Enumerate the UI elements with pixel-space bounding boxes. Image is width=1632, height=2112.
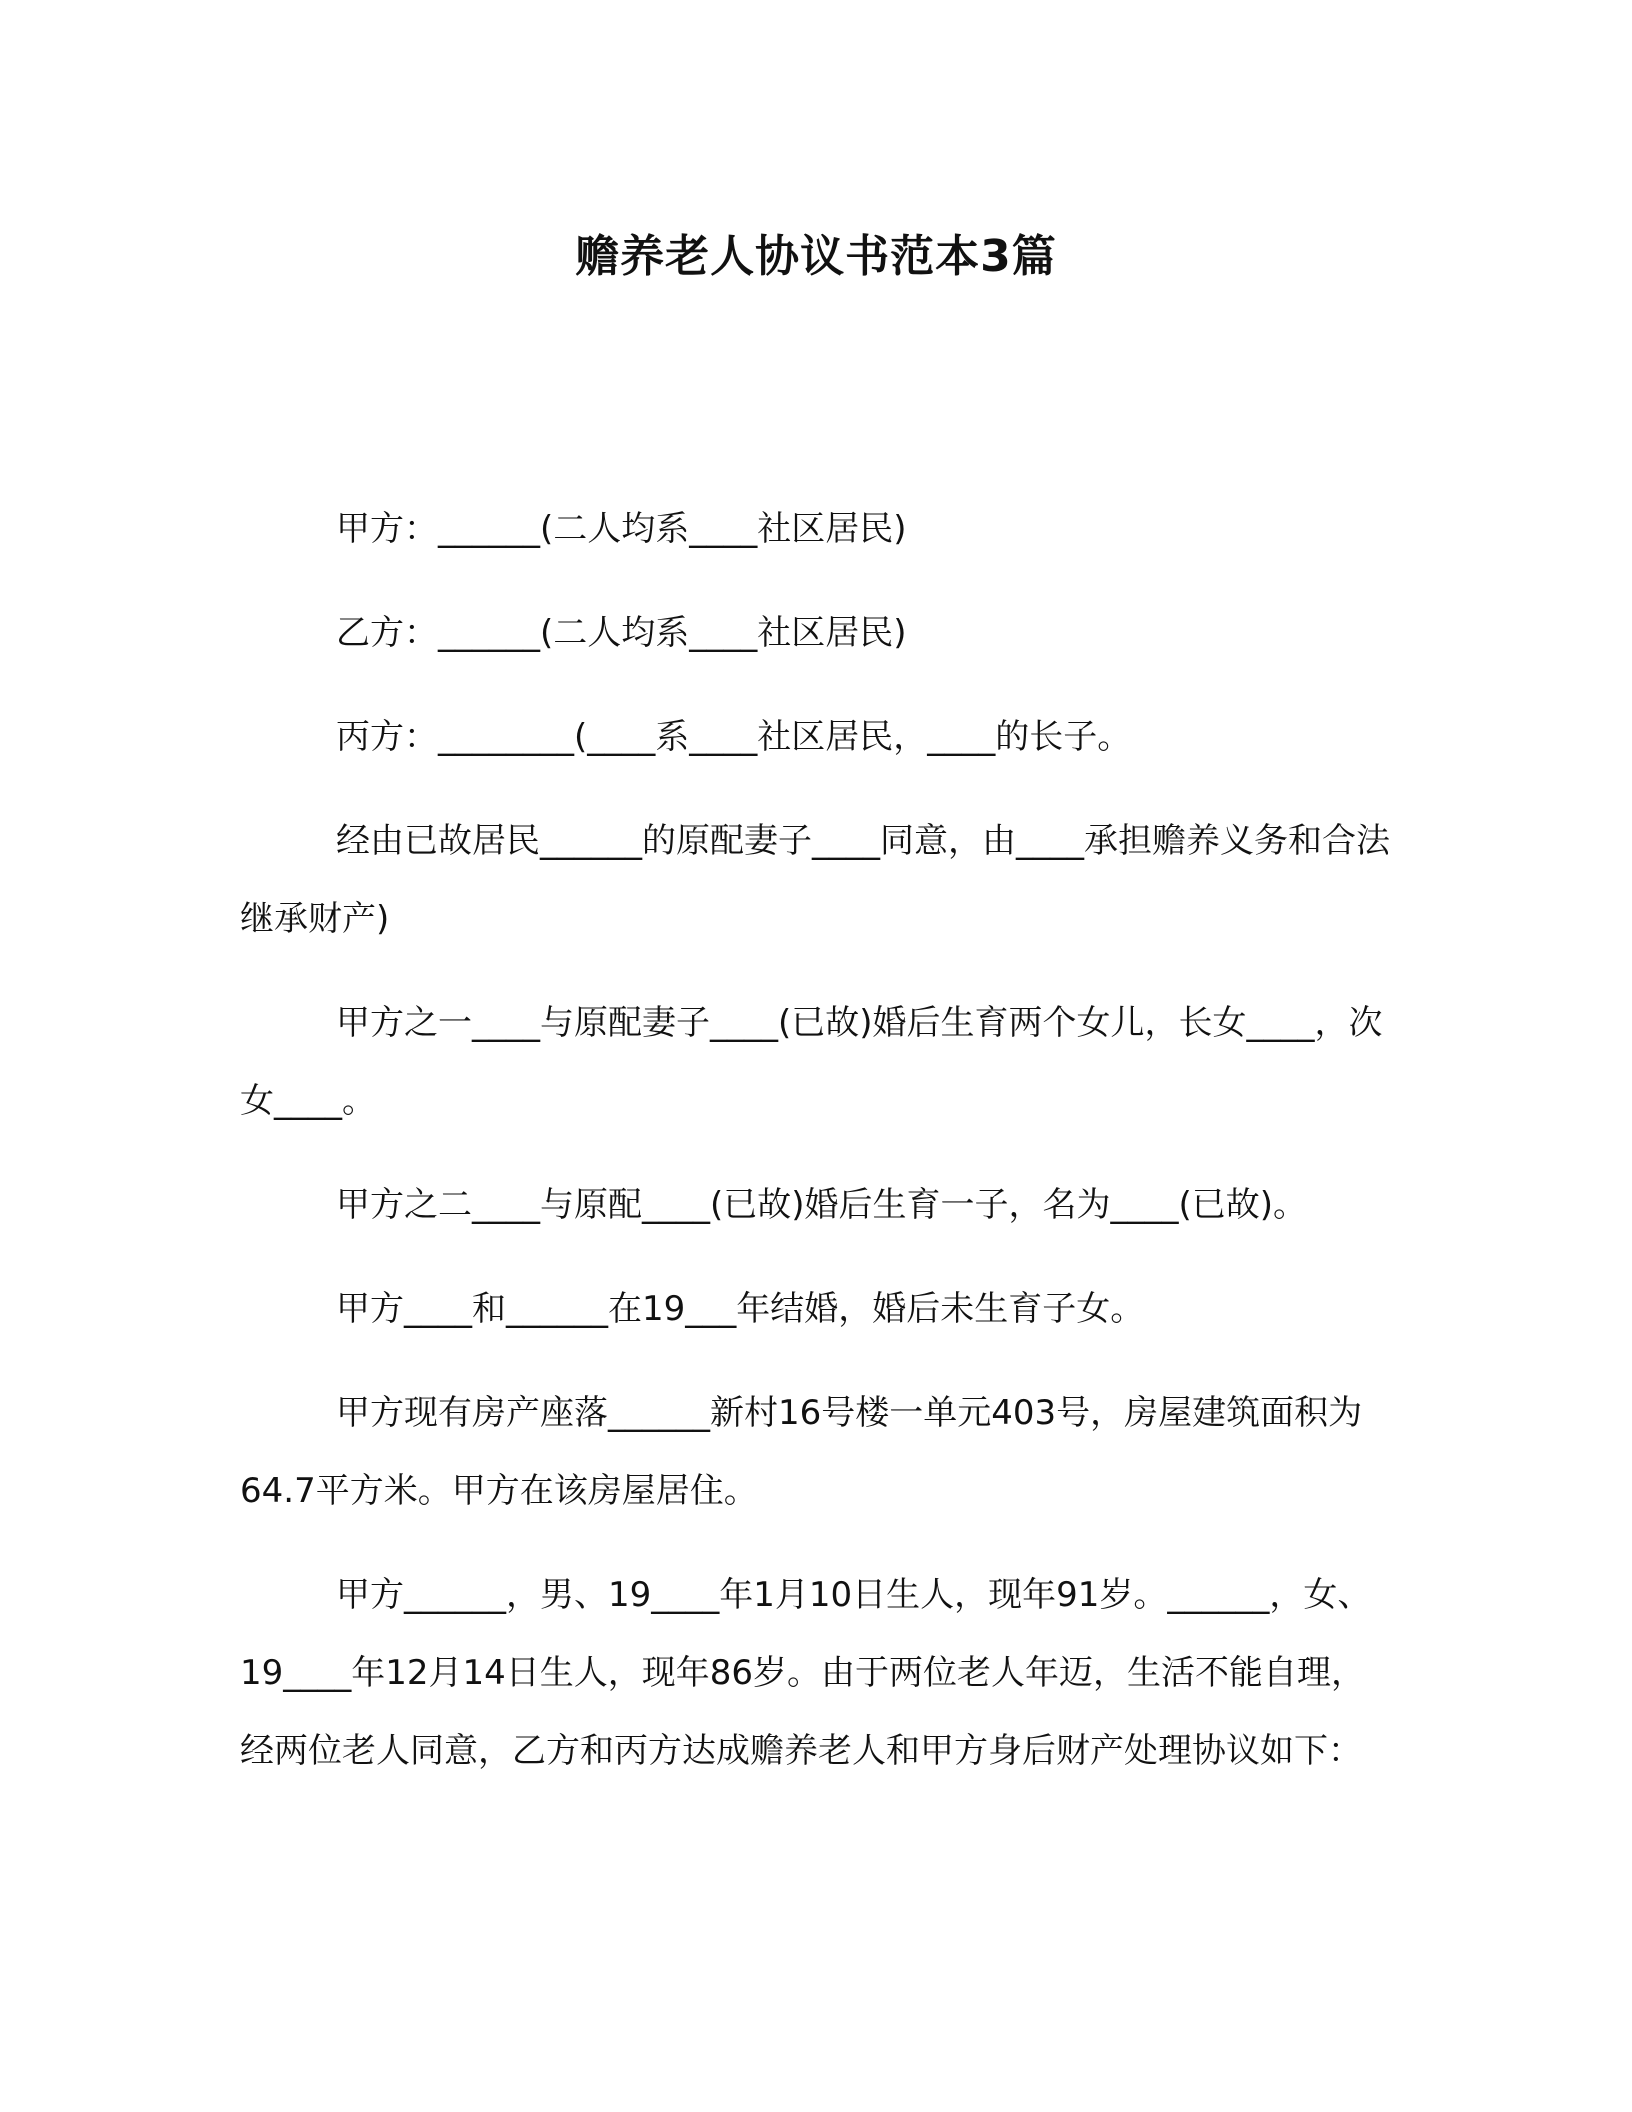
party-a-one-paragraph: 甲方之一____与原配妻子____(已故)婚后生育两个女儿，长女____，次女____。 xyxy=(240,1003,1383,1121)
agreement-intro-paragraph: 甲方______，男、19____年1月10日生人，现年91岁。______，女、19____年12月14日生人，现年86岁。由于两位老人年迈，生活不能自理，经两位老人同意，乙方和丙方达成赡养老人和甲方身后财产处理协议如下： xyxy=(240,1575,1372,1771)
marriage-paragraph: 甲方____和______在19___年结婚，婚后未生育子女。 xyxy=(336,1289,1145,1329)
document-title: 赡养老人协议书范本3篇 xyxy=(575,231,1057,282)
party-a-two-paragraph: 甲方之二____与原配____(已故)婚后生育一子，名为____(已故)。 xyxy=(336,1185,1308,1225)
party-b-line: 乙方：______(二人均系____社区居民) xyxy=(336,613,907,653)
party-c-line: 丙方：________(____系____社区居民，____的长子。 xyxy=(336,717,1132,757)
party-a-line: 甲方：______(二人均系____社区居民) xyxy=(336,509,907,549)
property-paragraph: 甲方现有房产座落______新村16号楼一单元403号，房屋建筑面积为64.7平方米。甲方在该房屋居住。 xyxy=(240,1393,1363,1511)
document-body xyxy=(240,490,1390,1790)
consent-paragraph: 经由已故居民______的原配妻子____同意，由____承担赡养义务和合法继承财产) xyxy=(240,821,1390,939)
